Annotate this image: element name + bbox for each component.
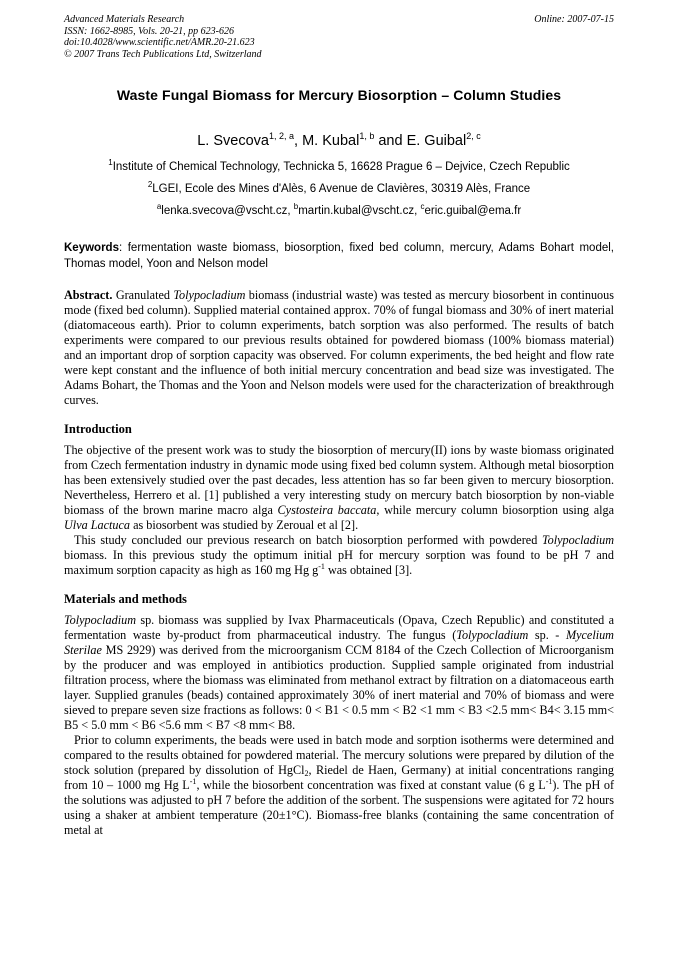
body-text: , while the biosorbent concentration was fixed at constant value (6 g L — [196, 778, 546, 792]
issn: ISSN: 1662-8985, Vols. 20-21, pp 623-626 — [64, 25, 234, 37]
email-link: eric.guibal@ema.fr — [424, 205, 522, 217]
body-text: ). The pH of the solutions was adjusted to pH 7 before the addition of the sorbent. The suspensions were agitated for 72 hours using a shaker at ambient temperature (20±1°C). Biomass-free blanks (containing the same concentration of metal at — [64, 778, 615, 837]
author-affil-mark: 1, b — [359, 131, 375, 141]
body-text: as biosorbent was studied by Zeroual et al [2]. — [130, 518, 359, 532]
keywords — [64, 240, 614, 272]
abstract-text: biomass (industrial waste) was tested as mercury biosorbent in continuous mode (fixed bed column). Supplied material contained approx. 70% of fungal biomass and 30% of inert material (diatomaceous earth). Prior to column experiments, batch sorption was also performed. The results of batch experiments were compared to our previous results obtained for powdered biomass (100% biomass material) and an important drop of sorption capacity was observed. For column experiments, the bed height and flow rate were kept constant and the influence of both initial mercury concentration and bead size was investigated. The Adams Bohart, the Thomas and the Yoon and Nelson models were used for the characterization of breakthrough curves. — [64, 288, 614, 407]
abstract-label: Abstract. — [64, 288, 113, 302]
doi: doi:10.4028/www.scientific.net/AMR.20-21.623 — [64, 37, 255, 48]
email-mark: b — [293, 202, 299, 211]
author-name: L. Svecova — [197, 133, 269, 149]
email-link: martin.kubal@vscht.cz, — [298, 205, 421, 217]
author-name: E. Guibal — [406, 133, 467, 149]
species-name: Tolypocladium — [456, 628, 529, 642]
unit-exponent: -1 — [545, 777, 553, 786]
affil-text: Institute of Chemical Technology, Technicka 5, 16628 Prague 6 – Dejvice, Czech Republic — [112, 161, 570, 173]
email-mark: c — [420, 202, 425, 211]
email-link: lenka.svecova@vscht.cz, — [161, 205, 294, 217]
unit-exponent: -1 — [189, 777, 197, 786]
body-text: , Riedel de Haen, Germany) at initial concentrations ranging from 10 – 1000 mg Hg L — [64, 763, 614, 792]
author-emails — [64, 202, 614, 218]
body-text: biomass. In this previous study the optimum initial pH for mercury sorption was found to be pH 7 and maximum sorption capacity as high as 160 mg Hg g — [64, 548, 614, 577]
species-name: Ulva Lactuca — [64, 518, 131, 532]
keywords-label: Keywords — [64, 242, 119, 254]
body-text: was obtained [3]. — [324, 563, 413, 577]
online-date: Online: 2007-07-15 — [534, 14, 614, 25]
section-heading-methods: Materials and methods — [64, 592, 187, 606]
body-text: Prior to column experiments, the beads were used in batch mode and sorption isotherms were determined and compared to the results obtained for powdered material. The mercury solutions were prepared by dilution of the stock solution (prepared by dissolution of HgCl — [64, 733, 614, 777]
paper-title: Waste Fungal Biomass for Mercury Biosorption – Column Studies — [116, 87, 562, 103]
abstract — [64, 288, 614, 408]
species-name: Mycelium Sterilae — [64, 628, 614, 657]
affil-text: LGEI, Ecole des Mines d'Alès, 6 Avenue de Clavières, 30319 Alès, France — [152, 183, 531, 195]
unit-exponent: -1 — [318, 562, 325, 571]
species-name: Tolypocladium — [542, 533, 614, 547]
intro-paragraph-2 — [64, 533, 614, 578]
author-separator: , — [294, 133, 303, 149]
intro-paragraph-1 — [64, 443, 614, 533]
methods-paragraph-1 — [64, 613, 614, 733]
species-name: Cystosteira baccata — [277, 503, 377, 517]
body-text: MS 2929) was derived from the microorganism CCM 8184 of the Czech Collection of Microorganism by the producer and was employed in antibiotics production. Supplied sample originated from industrial filtration process, where the biomass was eliminated from methanol extract by filtration on a diatomaceous earth layer. Supplied granules (beads) contained approximately 30% of inert material and 70% of biomass and were sieved to prepare seven size fractions as follows: 0 < B1 < 0.5 mm < B2 <1 mm < B3 <2.5 mm< B4< 3.15 mm< B5 < 5.0 mm < B6 <5.6 mm < B7 <8 mm< B8. — [64, 643, 614, 732]
methods-paragraph-2 — [64, 733, 614, 838]
copyright: © 2007 Trans Tech Publications Ltd, Switzerland — [64, 48, 262, 60]
affiliation-1 — [64, 158, 614, 174]
email-mark: a — [156, 202, 162, 211]
body-text: sp. - — [528, 628, 566, 642]
chemical-subscript: 2 — [304, 769, 309, 778]
author-separator: and — [374, 133, 407, 149]
species-name: Tolypocladium — [64, 613, 136, 627]
body-text: This study concluded our previous research on batch biosorption performed with powdered — [74, 533, 542, 547]
affil-mark: 2 — [147, 180, 153, 189]
keywords-text: : fermentation waste biomass, biosorption, fixed bed column, mercury, Adams Bohart model, Thomas model, Yoon and Nelson model — [64, 242, 614, 270]
journal-header — [64, 14, 614, 60]
author-name: M. Kubal — [302, 133, 360, 149]
body-text: The objective of the present work was to study the biosorption of mercury(II) ions by waste biomass originated from Czech fermentation industry in dynamic mode using fixed bed column system. Although metal biosorption has been extensively studied over the past decades, less attention has so far been given to mercury biosorption. Nevertheless, Herrero et al. [1] published a very interesting study on mercury batch biosorption by non-viable biomass of the brown marine macro alga — [64, 443, 614, 517]
affiliation-2 — [64, 180, 614, 196]
section-heading-introduction: Introduction — [64, 422, 132, 436]
body-text: , while mercury column biosorption using alga — [376, 503, 614, 517]
affil-mark: 1 — [108, 158, 113, 167]
author-affil-mark: 1, 2, a — [268, 131, 295, 141]
species-name: Tolypocladium — [173, 288, 246, 302]
body-text: sp. biomass was supplied by Ivax Pharmaceuticals (Opava, Czech Republic) and constituted a fermentation waste by-product from pharmaceutical industry. The fungus ( — [64, 613, 614, 642]
author-affil-mark: 2, c — [466, 131, 481, 141]
journal-name: Advanced Materials Research — [64, 14, 185, 25]
abstract-text: Granulated — [112, 288, 174, 302]
author-list — [64, 133, 614, 149]
